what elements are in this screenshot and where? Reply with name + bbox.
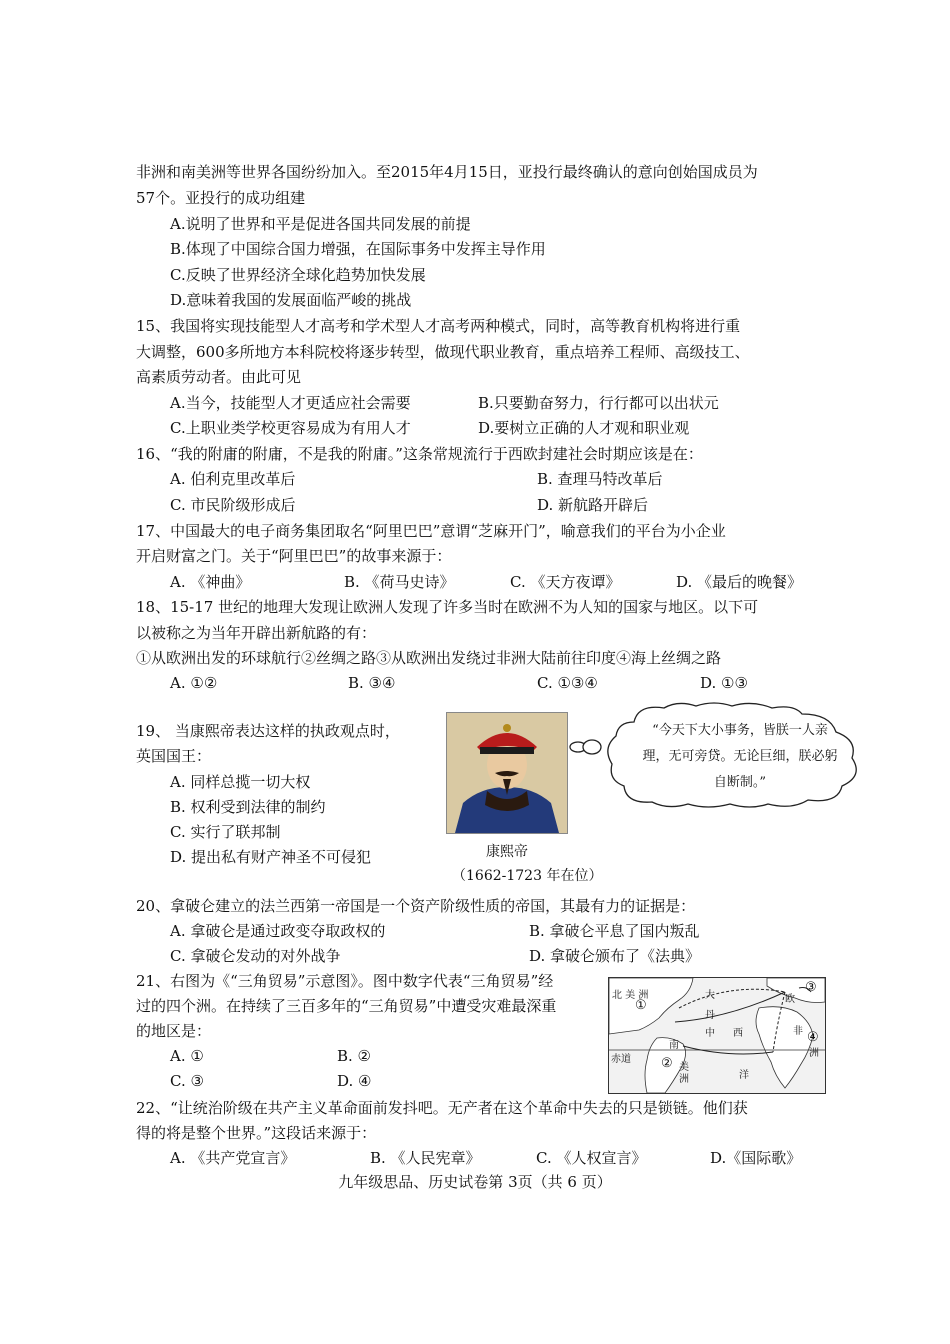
kangxi-caption-name: 康熙帝 bbox=[486, 844, 528, 860]
q14-option-d: D.意味着我国的发展面临严峻的挑战 bbox=[170, 291, 412, 309]
q22-option-c: C. 《人权宣言》 bbox=[536, 1149, 647, 1167]
map-marker-1: ① bbox=[635, 998, 647, 1013]
q15-option-a: A.当今，技能型人才更适应社会需要 bbox=[170, 394, 411, 412]
q18-option-b: B. ③④ bbox=[348, 674, 396, 692]
map-label-europe: 欧 bbox=[785, 994, 795, 1005]
q15-option-b: B.只要勤奋努力，行行都可以出状元 bbox=[478, 394, 719, 412]
q19-option-b: B. 权利受到法律的制约 bbox=[170, 798, 326, 816]
q16-option-b: B. 查理马特改革后 bbox=[537, 470, 663, 488]
q21-stem-line-3: 的地区是： bbox=[136, 1022, 212, 1040]
q16-option-c: C. 市民阶级形成后 bbox=[170, 496, 296, 514]
q18-stem-line-3: ①从欧洲出发的环球航行②丝绸之路③从欧洲出发绕过非洲大陆前往印度④海上丝绸之路 bbox=[136, 649, 722, 667]
q17-stem-line-1: 17、中国最大的电子商务集团取名“阿里巴巴”意谓“芝麻开门”，喻意我们的平台为小企业 bbox=[136, 522, 726, 540]
kangxi-portrait bbox=[446, 712, 568, 834]
q20-option-b: B. 拿破仑平息了国内叛乱 bbox=[529, 922, 700, 940]
q14-text-line-1: 非洲和南美洲等世界各国纷纷加入。至2015年4月15日，亚投行最终确认的意向创始国成员为 bbox=[136, 163, 758, 181]
q17-option-d: D. 《最后的晚餐》 bbox=[676, 573, 803, 591]
q15-stem-line-3: 高素质劳动者。由此可见 bbox=[136, 368, 302, 386]
map-label-africa: 非 bbox=[793, 1026, 803, 1037]
map-marker-4: ④ bbox=[807, 1030, 819, 1045]
q21-option-a: A. ① bbox=[170, 1047, 204, 1065]
q22-stem-line-1: 22、“让统治阶级在共产主义革命面前发抖吧。无产者在这个革命中失去的只是锁链。他们获 bbox=[136, 1099, 748, 1117]
q14-option-c: C.反映了世界经济全球化趋势加快发展 bbox=[170, 266, 426, 284]
page-footer: 九年级思品、历史试卷第 3页（共 6 页） bbox=[338, 1173, 612, 1191]
map-label-zhou2: 洲 bbox=[679, 1074, 689, 1085]
map-label-equator: 赤道 bbox=[611, 1054, 631, 1065]
q18-option-a: A. ①② bbox=[170, 674, 218, 692]
q19-stem-line-1: 19、 当康熙帝表达这样的执政观点时， bbox=[136, 722, 400, 740]
triangle-trade-map bbox=[608, 977, 826, 1094]
q22-option-a: A. 《共产党宣言》 bbox=[170, 1149, 296, 1167]
q16-option-a: A. 伯利克里改革后 bbox=[170, 470, 296, 488]
q21-option-d: D. ④ bbox=[337, 1072, 372, 1090]
q14-option-a: A.说明了世界和平是促进各国共同发展的前提 bbox=[170, 215, 471, 233]
q15-option-d: D.要树立正确的人才观和职业观 bbox=[478, 419, 690, 437]
q21-stem-line-1: 21、右图为《“三角贸易”示意图》。图中数字代表“三角贸易”经 bbox=[136, 972, 554, 990]
q17-option-a: A. 《神曲》 bbox=[170, 573, 251, 591]
q16-option-d: D. 新航路开辟后 bbox=[537, 496, 649, 514]
q17-stem-line-2: 开启财富之门。关于“阿里巴巴”的故事来源于： bbox=[136, 547, 452, 565]
map-marker-2: ② bbox=[661, 1056, 673, 1071]
q19-option-d: D. 提出私有财产神圣不可侵犯 bbox=[170, 848, 372, 866]
map-label-xi: 西 bbox=[733, 1028, 743, 1039]
q20-option-c: C. 拿破仑发动的对外战争 bbox=[170, 947, 341, 965]
kangxi-caption-reign: （1662-1723 年在位） bbox=[452, 868, 603, 884]
map-label-zhou: 洲 bbox=[809, 1048, 819, 1059]
q18-stem-line-1: 18、15-17 世纪的地理大发现让欧洲人发现了许多当时在欧洲不为人知的国家与地区。以下可 bbox=[136, 598, 759, 616]
map-label-south: 南 bbox=[669, 1040, 679, 1051]
q20-stem: 20、拿破仑建立的法兰西第一帝国是一个资产阶级性质的帝国，其最有力的证据是： bbox=[136, 897, 696, 915]
q17-option-c: C. 《天方夜谭》 bbox=[510, 573, 621, 591]
map-label-mei: 美 bbox=[679, 1062, 689, 1073]
q15-stem-line-2: 大调整，600多所地方本科院校将逐步转型，做现代职业教育，重点培养工程师、高级技工、 bbox=[136, 343, 750, 361]
q21-stem-line-2: 过的四个洲。在持续了三百多年的“三角贸易”中遭受灾难最深重 bbox=[136, 997, 557, 1015]
map-marker-3: ③ bbox=[805, 980, 817, 995]
q18-stem-line-2: 以被称之为当年开辟出新航路的有： bbox=[136, 624, 377, 642]
q15-stem-line-1: 15、我国将实现技能型人才高考和学术型人才高考两种模式，同时，高等教育机构将进行重 bbox=[136, 317, 741, 335]
q20-option-d: D. 拿破仑颁布了《法典》 bbox=[529, 947, 701, 965]
q22-option-b: B. 《人民宪章》 bbox=[370, 1149, 481, 1167]
map-label-da: 大 bbox=[705, 990, 715, 1001]
q14-option-b: B.体现了中国综合国力增强，在国际事务中发挥主导作用 bbox=[170, 240, 546, 258]
kangxi-portrait-drawing bbox=[447, 713, 567, 833]
q15-option-c: C.上职业类学校更容易成为有用人才 bbox=[170, 419, 411, 437]
q14-text-line-2: 57个。亚投行的成功组建 bbox=[136, 189, 306, 207]
q17-option-b: B. 《荷马史诗》 bbox=[344, 573, 455, 591]
q19-option-c: C. 实行了联邦制 bbox=[170, 823, 281, 841]
map-label-yang: 洋 bbox=[739, 1070, 749, 1081]
q22-option-d: D.《国际歌》 bbox=[710, 1149, 802, 1167]
kangxi-quote: “今天下大小事务，皆朕一人亲理，无可旁贷。无论巨细，朕必躬自断制。” bbox=[642, 723, 838, 790]
map-label-north-america: 北 美 洲 bbox=[612, 990, 649, 1001]
q19-option-a: A. 同样总揽一切大权 bbox=[170, 773, 311, 791]
map-label-dan: 丹 bbox=[705, 1010, 715, 1021]
q21-option-b: B. ② bbox=[337, 1047, 372, 1065]
q21-option-c: C. ③ bbox=[170, 1072, 204, 1090]
q22-stem-line-2: 得的将是整个世界。”这段话来源于： bbox=[136, 1124, 377, 1142]
q20-option-a: A. 拿破仑是通过政变夺取政权的 bbox=[170, 922, 386, 940]
q16-stem: 16、“我的附庸的附庸，不是我的附庸。”这条常规流行于西欧封建社会时期应该是在： bbox=[136, 445, 703, 463]
q19-stem-line-2: 英国国王： bbox=[136, 747, 212, 765]
q18-option-c: C. ①③④ bbox=[537, 674, 598, 692]
map-label-zhong: 中 bbox=[705, 1028, 715, 1039]
q18-option-d: D. ①③ bbox=[700, 674, 748, 692]
